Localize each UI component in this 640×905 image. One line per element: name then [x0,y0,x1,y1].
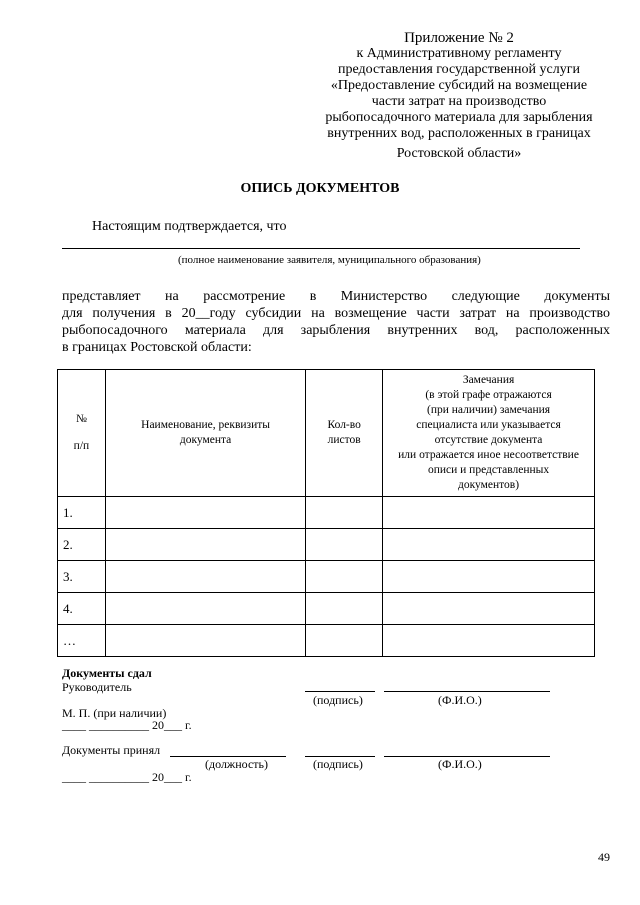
signature-caption: (подпись) [313,757,363,771]
row-sheets-cell[interactable] [306,593,383,625]
col-number-header [58,370,106,497]
row-number: 1. [58,497,106,529]
col-remarks-line: отсутствие документа [434,434,543,446]
row-name-cell[interactable] [105,497,305,529]
col-remarks-line: документов) [458,479,520,491]
col-number-top: № [75,413,87,425]
row-number: 2. [58,529,106,561]
paragraph-line: в границах Ростовской области: [62,340,252,355]
documents-table [57,369,595,657]
col-remarks-line: Замечания [462,374,515,386]
row-name-cell[interactable] [105,529,305,561]
fio-caption: (Ф.И.О.) [438,693,482,707]
row-number: … [58,625,106,657]
appendix-line: внутренних вод, расположенных в границах [327,126,591,141]
appendix-line: к Административному регламенту [356,46,562,61]
position-caption: (должность) [205,757,268,771]
col-remarks-line: описи и представленных [427,464,550,476]
row-number: 3. [58,561,106,593]
appendix-line: «Предоставление субсидий на возмещение [330,78,588,93]
paragraph-line: представляет на рассмотрение в Министерство следующие документы [62,289,610,304]
row-remarks-cell[interactable] [383,561,595,593]
row-remarks-cell[interactable] [383,529,595,561]
appendix-line: предоставления государственной услуги [338,62,580,77]
paragraph-line: рыбопосадочного материала для зарыбления внутренних вод, расположенных [62,323,610,338]
row-name-cell[interactable] [105,593,305,625]
appendix-header [300,30,618,162]
row-sheets-cell[interactable] [306,497,383,529]
received-label: Документы принял [62,743,161,757]
fio-caption: (Ф.И.О.) [438,757,482,771]
table-row [58,497,595,529]
row-sheets-cell[interactable] [306,625,383,657]
confirm-text: Настоящим подтверждается, что [92,219,287,234]
col-remarks-line: или отражается иное несоответствие [398,449,579,461]
col-remarks-header [383,370,595,497]
date-line: ____ __________ 20___ г. [62,718,192,732]
col-sheets-line: листов [327,434,361,446]
appendix-line: Ростовской области» [396,146,522,161]
row-sheets-cell[interactable] [306,561,383,593]
table-row [58,529,595,561]
handed-heading: Документы сдал [62,666,152,680]
col-remarks-line: (при наличии) замечания [427,404,551,416]
col-sheets-line: Кол-во [327,419,361,431]
row-remarks-cell[interactable] [383,625,595,657]
table-row [58,593,595,625]
col-remarks-line: (в этой графе отражаются [425,389,552,401]
row-remarks-cell[interactable] [383,497,595,529]
stamp-label: М. П. (при наличии) [62,706,167,720]
col-name-line: Наименование, реквизиты [141,419,271,431]
appendix-line: рыбопосадочного материала для зарыбления [325,110,593,125]
appendix-line: Приложение № 2 [404,30,514,46]
applicant-caption: (полное наименование заявителя, муниципального образования) [178,254,481,266]
fio-line [384,691,550,692]
col-remarks-line: специалиста или указывается [416,419,561,431]
row-number: 4. [58,593,106,625]
row-name-cell[interactable] [105,561,305,593]
page-title: ОПИСЬ ДОКУМЕНТОВ [240,181,400,196]
appendix-line: части затрат на производство [371,94,547,109]
intro-paragraph [62,288,610,356]
signature-line [305,691,375,692]
applicant-name-line [62,248,580,249]
col-name-line: документа [179,434,232,446]
paragraph-line: для получения в 20__году субсидии на возмещение части затрат на производство [62,306,610,321]
table-header-row [58,370,595,497]
head-label: Руководитель [62,680,132,694]
row-remarks-cell[interactable] [383,593,595,625]
row-sheets-cell[interactable] [306,529,383,561]
date-line: ____ __________ 20___ г. [62,770,192,784]
page-number: 49 [598,850,610,864]
table-row [58,561,595,593]
table-row [58,625,595,657]
signature-caption: (подпись) [313,693,363,707]
col-name-header [105,370,305,497]
col-number-bottom: п/п [73,440,90,452]
row-name-cell[interactable] [105,625,305,657]
col-sheets-header [306,370,383,497]
